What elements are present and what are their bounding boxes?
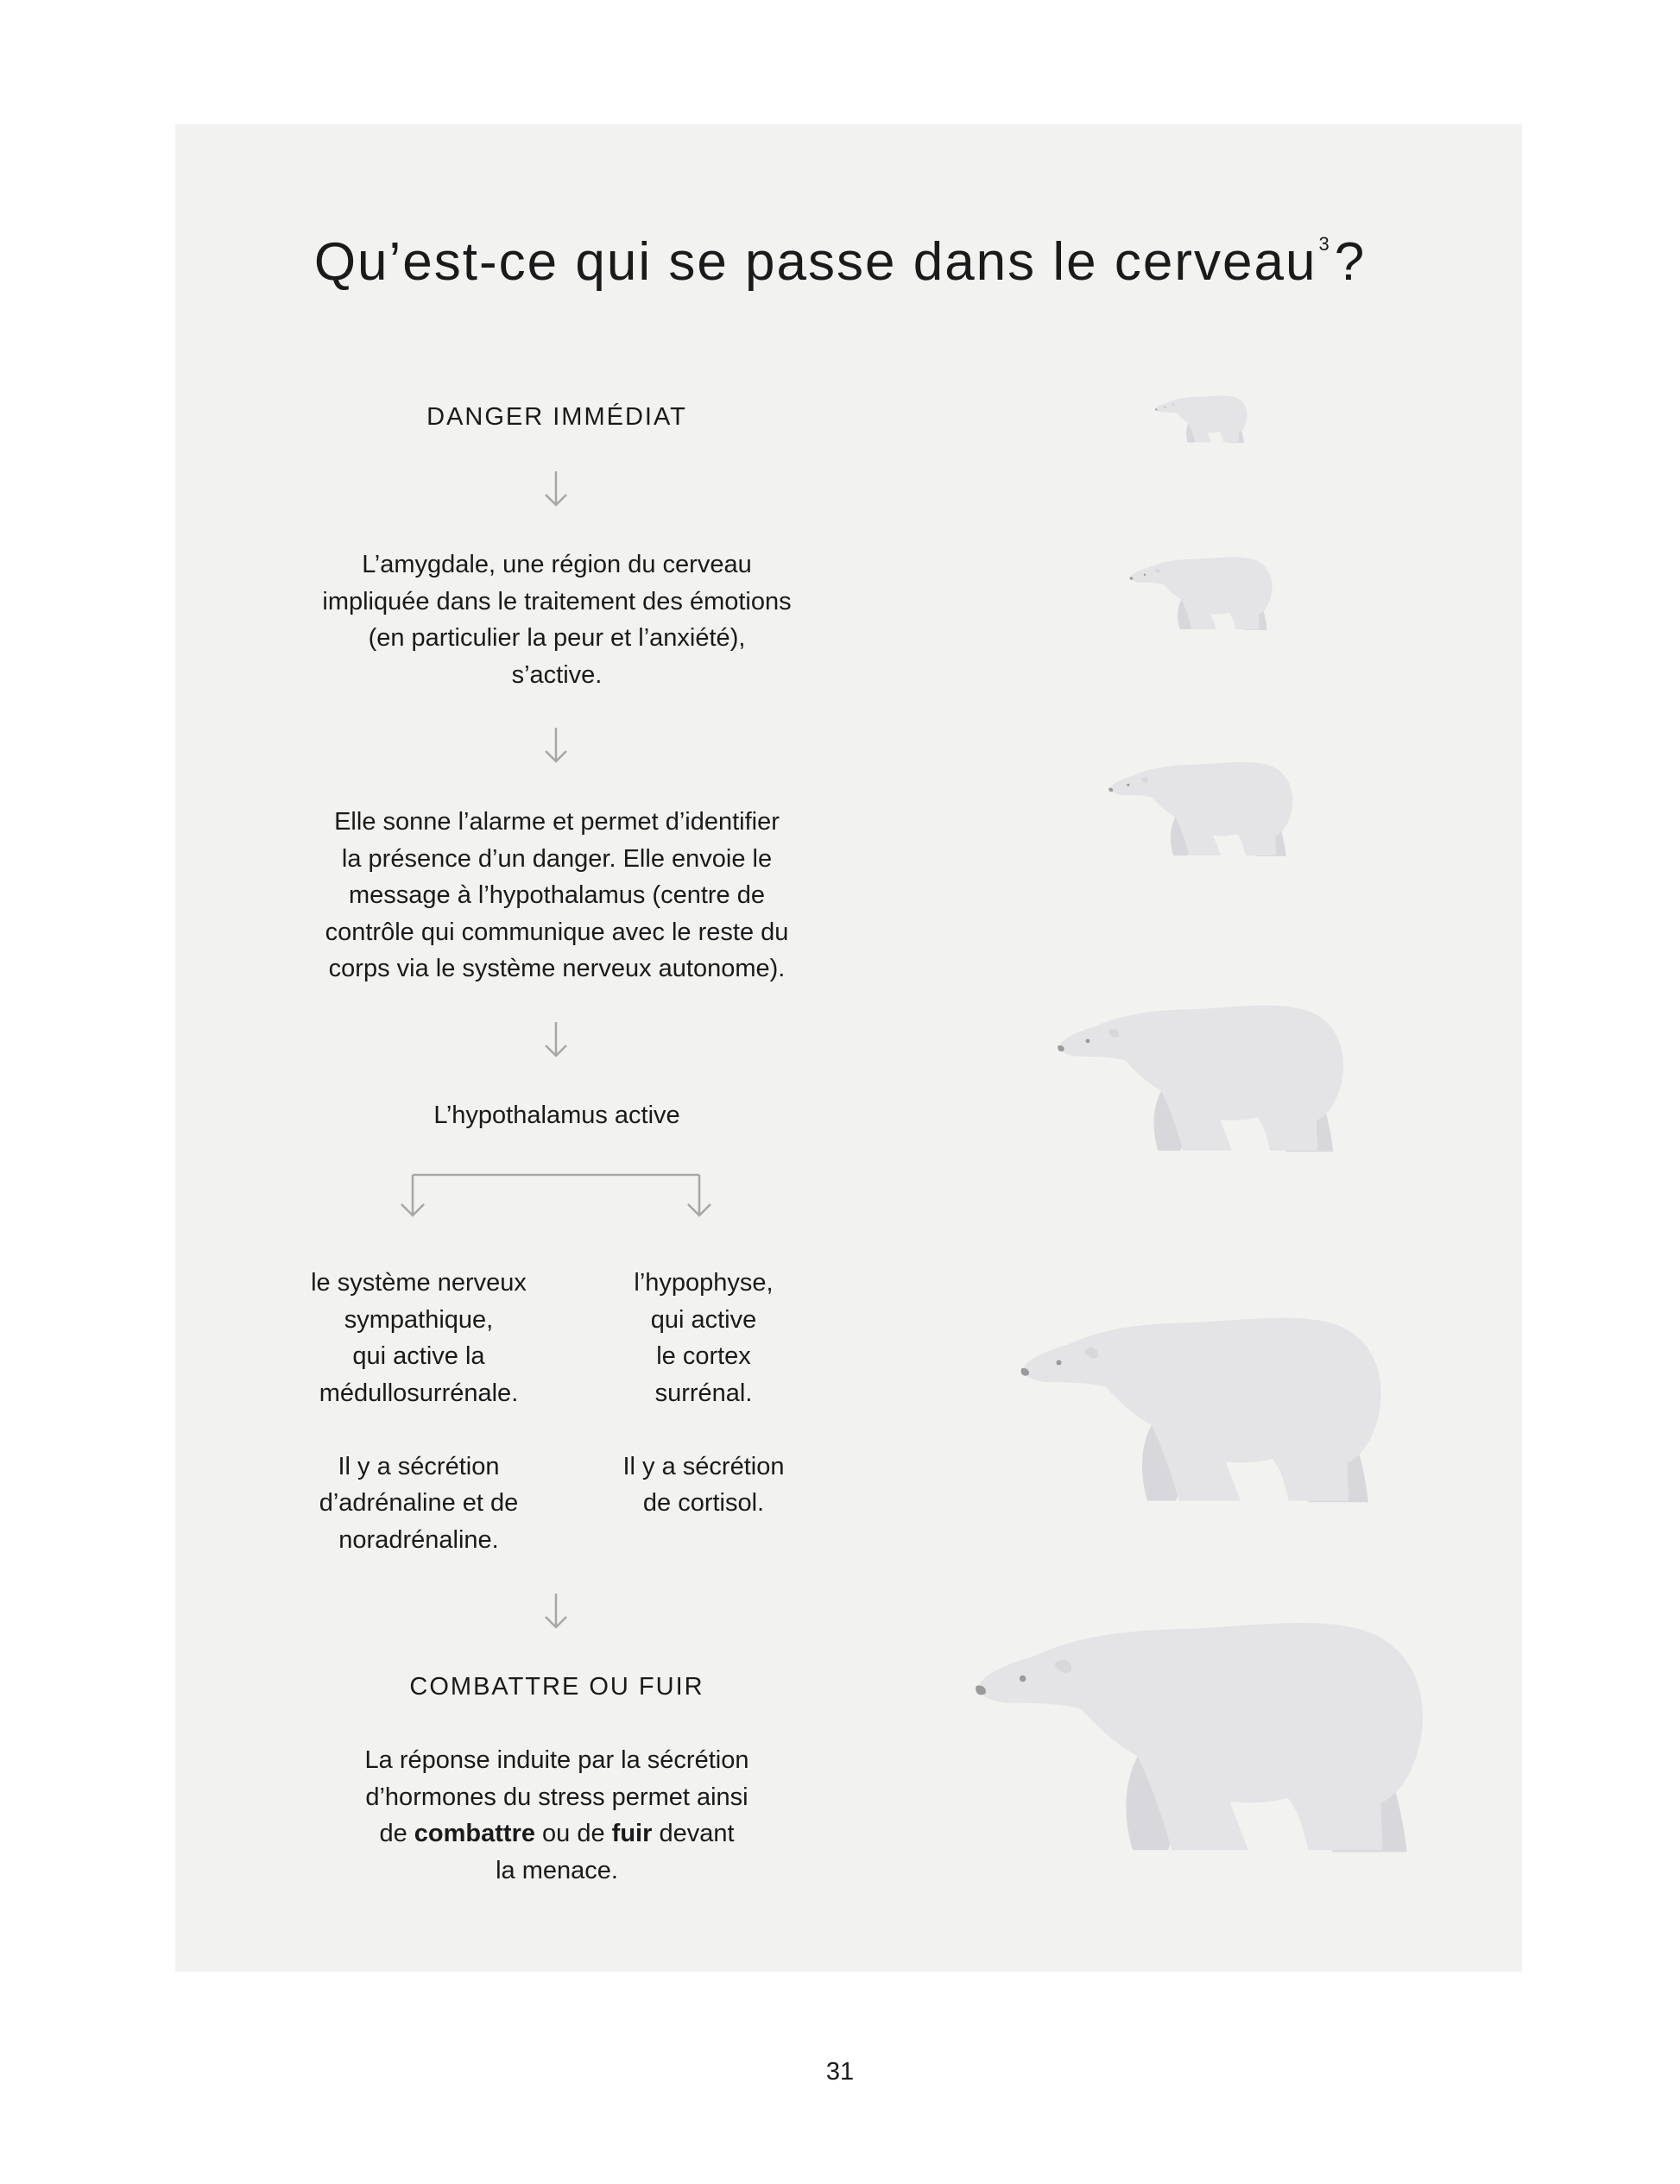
left-branch-text: le système nerveux sympathique, qui active la médullosurrénale. Il y a sécrétion d’adrénaline et de noradrénaline. <box>311 1269 527 1554</box>
bold-fuir: fuir <box>611 1820 653 1847</box>
polar-bear-icon <box>1153 395 1250 446</box>
step-reponse: La réponse induite par la sécrétion d’hormones du stress permet ainsi de combattre ou de fuir devant la menace. <box>364 1746 749 1884</box>
polar-bear-icon <box>1015 1313 1391 1516</box>
polar-bear-icon <box>1053 1001 1351 1163</box>
step-danger-immediat: DANGER IMMÉDIAT <box>426 403 687 431</box>
arrow-down-icon <box>541 470 571 509</box>
arrow-down-icon <box>541 1592 571 1632</box>
page-number: 31 <box>825 2058 855 2086</box>
footnote-marker: 3 <box>1318 233 1329 255</box>
arrow-down-icon <box>541 726 571 766</box>
polar-bear-icon <box>1127 555 1276 635</box>
step-combattre-ou-fuir: COMBATTRE OU FUIR <box>409 1673 704 1701</box>
branch-arrows-icon <box>399 1170 718 1221</box>
right-branch-text: l’hypophyse, qui active le cortex surrénal. Il y a sécrétion de cortisol. <box>622 1269 785 1517</box>
step-alarme: Elle sonne l’alarme et permet d’identifier la présence d’un danger. Elle envoie le message à l’hypothalamus (centre de contrôle qui communique avec le reste du corps via le système nerveux autonome). <box>325 808 789 982</box>
polar-bear-icon <box>1106 760 1298 863</box>
bold-combattre: combattre <box>414 1820 535 1847</box>
step-amygdale: L’amygdale, une région du cerveau impliquée dans le traitement des émotions (en particulier la peur et l’anxiété), s’active. <box>322 551 792 689</box>
polar-bear-icon <box>969 1617 1435 1869</box>
step-hypothalamus: L’hypothalamus active <box>433 1101 680 1129</box>
arrow-down-icon <box>541 1020 571 1060</box>
page-title: Qu’est-ce qui se passe dans le cerveau$^3$? <box>313 232 1367 292</box>
